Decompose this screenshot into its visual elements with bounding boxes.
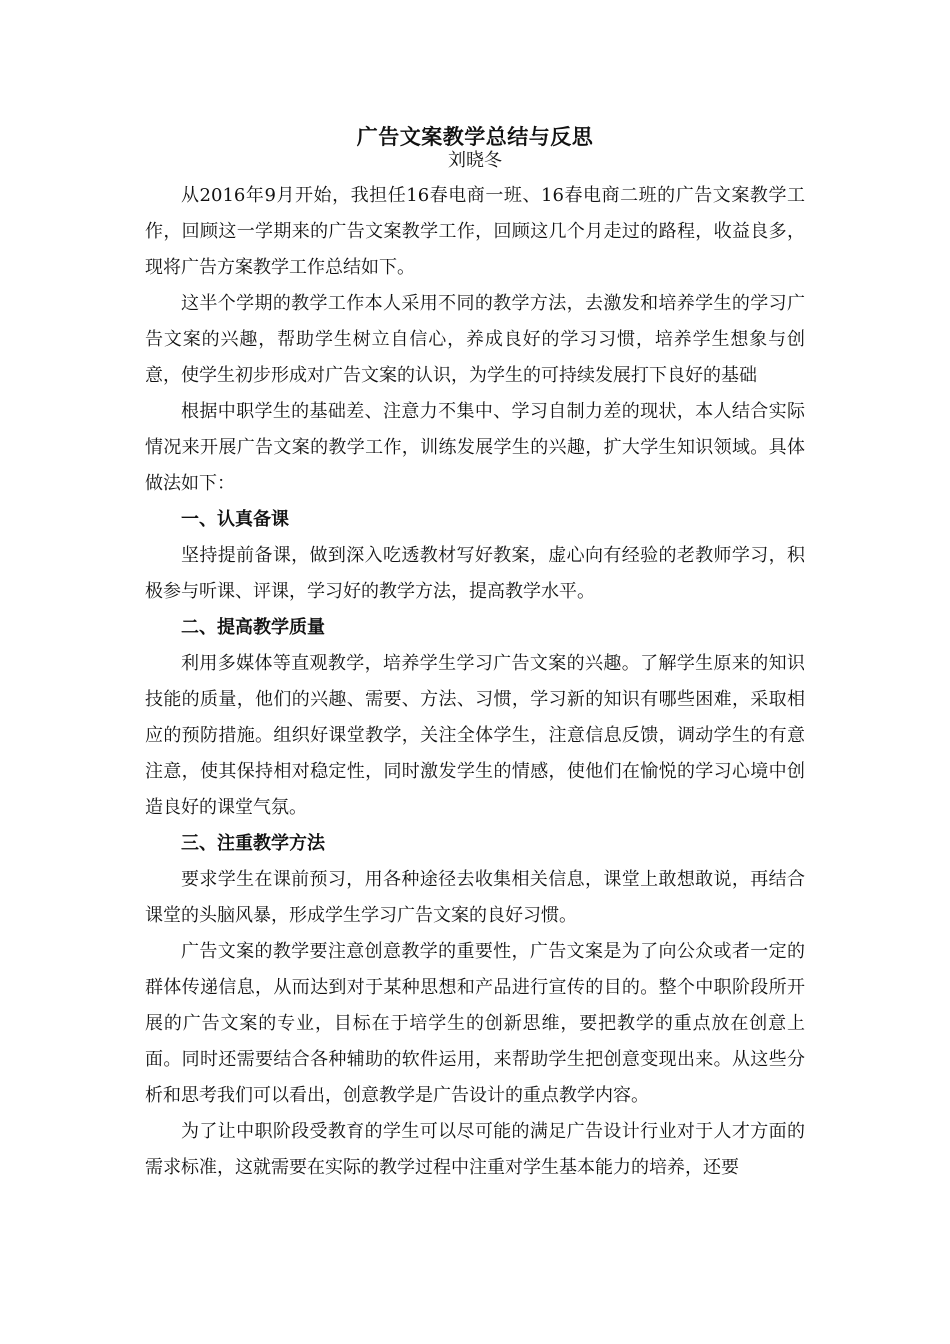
- document-body: [145, 178, 805, 1186]
- document-author: 刘晓冬: [448, 150, 502, 171]
- section-heading-teaching-method: 三、注重教学方法: [181, 833, 325, 854]
- document-title: 广告文案教学总结与反思: [356, 124, 594, 149]
- paragraph-practice: 根据中职学生的基础差、注意力不集中、学习自制力差的现状，本人结合实际情况来开展广告文案的教学工作，训练发展学生的兴趣，扩大学生知识领域。具体做法如下：: [145, 401, 805, 494]
- paragraph-industry-needs: 为了让中职阶段受教育的学生可以尽可能的满足广告设计行业对于人才方面的需求标准，这就需要在实际的教学过程中注重对学生基本能力的培养，还要: [145, 1121, 805, 1178]
- section-heading-teaching-quality: 二、提高教学质量: [181, 617, 325, 638]
- section-heading-lesson-prep: 一、认真备课: [181, 509, 289, 530]
- paragraph-preview: 要求学生在课前预习，用各种途径去收集相关信息，课堂上敢想敢说，再结合课堂的头脑风暴，形成学生学习广告文案的良好习惯。: [145, 869, 805, 926]
- paragraph-lesson-prep: 坚持提前备课，做到深入吃透教材写好教案，虚心向有经验的老教师学习，积极参与听课、评课，学习好的教学方法，提高教学水平。: [145, 545, 805, 602]
- paragraph-intro: 从2016年9月开始，我担任16春电商一班、16春电商二班的广告文案教学工作，回顾这一学期来的广告文案教学工作，回顾这几个月走过的路程，收益良多，现将广告方案教学工作总结如下。: [145, 185, 805, 278]
- paragraph-teaching-methods: 这半个学期的教学工作本人采用不同的教学方法，去激发和培养学生的学习广告文案的兴趣，帮助学生树立自信心，养成良好的学习习惯，培养学生想象与创意，使学生初步形成对广告文案的认识，为学生的可持续发展打下良好的基础: [145, 293, 805, 386]
- paragraph-teaching-quality: 利用多媒体等直观教学，培养学生学习广告文案的兴趣。了解学生原来的知识技能的质量，他们的兴趣、需要、方法、习惯，学习新的知识有哪些困难，采取相应的预防措施。组织好课堂教学，关注全体学生，注意信息反馈，调动学生的有意注意，使其保持相对稳定性，同时激发学生的情感，使他们在愉悦的学习心境中创造良好的课堂气氛。: [145, 653, 805, 818]
- paragraph-creative-teaching: 广告文案的教学要注意创意教学的重要性，广告文案是为了向公众或者一定的群体传递信息，从而达到对于某种思想和产品进行宣传的目的。整个中职阶段所开展的广告文案的专业，目标在于培学生的创新思维，要把教学的重点放在创意上面。同时还需要结合各种辅助的软件运用，来帮助学生把创意变现出来。从这些分析和思考我们可以看出，创意教学是广告设计的重点教学内容。: [145, 941, 805, 1106]
